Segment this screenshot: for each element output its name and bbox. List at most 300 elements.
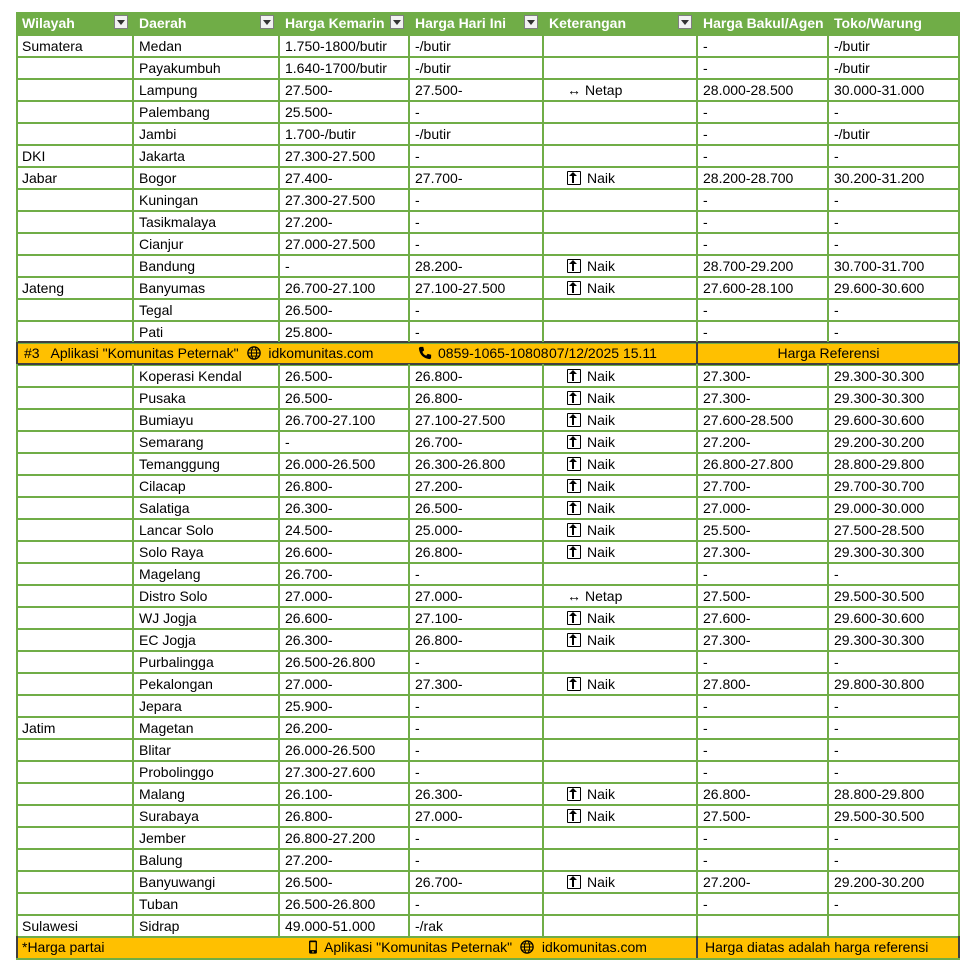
cell-daerah[interactable] [133,387,279,409]
cell-daerah[interactable] [133,365,279,387]
cell-bakul[interactable] [697,893,828,915]
cell-kemarin[interactable] [279,101,409,123]
cell-hari[interactable] [409,695,543,717]
cell-ket[interactable] [543,607,697,629]
header-harga-kemarin[interactable]: Harga Kemarin [285,15,385,31]
cell-wilayah[interactable] [16,453,133,475]
cell-wilayah[interactable] [16,585,133,607]
cell-ket[interactable] [543,101,697,123]
cell-wilayah[interactable] [16,409,133,431]
cell-daerah[interactable] [133,101,279,123]
cell-bakul[interactable] [697,35,828,57]
cell-bakul[interactable] [697,673,828,695]
cell-ket[interactable] [543,651,697,673]
cell-wilayah[interactable] [16,255,133,277]
cell-kemarin[interactable] [279,211,409,233]
cell-kemarin[interactable] [279,145,409,167]
cell-bakul[interactable] [697,651,828,673]
cell-kemarin[interactable] [279,57,409,79]
cell-kemarin[interactable] [279,651,409,673]
cell-toko[interactable] [828,211,960,233]
cell-wilayah[interactable] [16,321,133,343]
cell-bakul[interactable] [697,101,828,123]
cell-wilayah[interactable] [16,365,133,387]
cell-toko[interactable] [828,35,960,57]
cell-daerah[interactable] [133,761,279,783]
cell-bakul[interactable] [697,849,828,871]
cell-toko[interactable] [828,409,960,431]
cell-bakul[interactable] [697,607,828,629]
cell-wilayah[interactable] [16,431,133,453]
cell-hari[interactable] [409,167,543,189]
cell-toko[interactable] [828,79,960,101]
cell-ket[interactable] [543,35,697,57]
cell-kemarin[interactable] [279,79,409,101]
cell-toko[interactable] [828,871,960,893]
cell-wilayah[interactable] [16,563,133,585]
cell-kemarin[interactable] [279,167,409,189]
cell-kemarin[interactable] [279,805,409,827]
cell-daerah[interactable] [133,497,279,519]
cell-daerah[interactable] [133,871,279,893]
cell-hari[interactable] [409,387,543,409]
cell-ket[interactable] [543,893,697,915]
cell-hari[interactable] [409,761,543,783]
cell-wilayah[interactable] [16,79,133,101]
cell-wilayah[interactable] [16,519,133,541]
cell-daerah[interactable] [133,277,279,299]
banner-website[interactable]: idkomunitas.com [268,345,374,361]
cell-wilayah[interactable] [16,893,133,915]
cell-kemarin[interactable] [279,189,409,211]
cell-ket[interactable] [543,123,697,145]
cell-wilayah[interactable] [16,101,133,123]
cell-kemarin[interactable] [279,893,409,915]
cell-hari[interactable] [409,475,543,497]
cell-kemarin[interactable] [279,453,409,475]
cell-toko[interactable] [828,233,960,255]
cell-kemarin[interactable] [279,761,409,783]
cell-toko[interactable] [828,167,960,189]
cell-kemarin[interactable] [279,387,409,409]
cell-wilayah[interactable] [16,541,133,563]
cell-hari[interactable] [409,585,543,607]
cell-toko[interactable] [828,827,960,849]
cell-bakul[interactable] [697,585,828,607]
cell-bakul[interactable] [697,519,828,541]
cell-kemarin[interactable] [279,717,409,739]
cell-hari[interactable] [409,783,543,805]
cell-bakul[interactable] [697,717,828,739]
cell-toko[interactable] [828,255,960,277]
cell-hari[interactable] [409,519,543,541]
banner-phone[interactable]: 0859-1065-10808 [438,345,549,361]
cell-ket[interactable] [543,497,697,519]
cell-hari[interactable] [409,893,543,915]
horizontal-gridline [16,848,960,850]
cell-daerah[interactable] [133,629,279,651]
cell-daerah[interactable] [133,915,279,937]
cell-hari[interactable] [409,409,543,431]
cell-toko[interactable] [828,805,960,827]
cell-toko[interactable] [828,321,960,343]
cell-ket[interactable] [543,871,697,893]
cell-ket[interactable] [543,167,697,189]
cell-daerah[interactable] [133,189,279,211]
cell-hari[interactable] [409,431,543,453]
cell-hari[interactable] [409,277,543,299]
cell-hari[interactable] [409,739,543,761]
cell-daerah[interactable] [133,233,279,255]
cell-daerah[interactable] [133,453,279,475]
cell-hari[interactable] [409,101,543,123]
cell-ket[interactable] [543,739,697,761]
cell-wilayah[interactable] [16,475,133,497]
cell-bakul[interactable] [697,277,828,299]
filter-dropdown-wilayah-icon[interactable] [114,15,128,29]
cell-toko[interactable] [828,607,960,629]
cell-hari[interactable] [409,123,543,145]
cell-daerah[interactable] [133,893,279,915]
cell-wilayah[interactable] [16,123,133,145]
cell-wilayah[interactable] [16,761,133,783]
cell-kemarin[interactable] [279,849,409,871]
cell-kemarin[interactable] [279,409,409,431]
header-harga-hari-ini[interactable]: Harga Hari Ini [415,15,507,31]
cell-ket[interactable] [543,255,697,277]
cell-ket[interactable] [543,695,697,717]
cell-hari[interactable] [409,145,543,167]
cell-wilayah[interactable] [16,673,133,695]
cell-wilayah[interactable] [16,387,133,409]
cell-hari[interactable] [409,651,543,673]
cell-bakul[interactable] [697,761,828,783]
cell-bakul[interactable] [697,189,828,211]
cell-daerah[interactable] [133,563,279,585]
cell-kemarin[interactable] [279,695,409,717]
cell-daerah[interactable] [133,167,279,189]
cell-daerah[interactable] [133,585,279,607]
filter-dropdown-keterangan-icon[interactable] [678,15,692,29]
cell-toko[interactable] [828,915,960,937]
cell-ket[interactable] [543,431,697,453]
cell-toko[interactable] [828,783,960,805]
filter-dropdown-kemarin-icon[interactable] [390,15,404,29]
cell-hari[interactable] [409,57,543,79]
cell-ket[interactable] [543,233,697,255]
cell-daerah[interactable] [133,739,279,761]
cell-wilayah[interactable] [16,211,133,233]
cell-ket[interactable] [543,321,697,343]
cell-toko[interactable] [828,497,960,519]
cell-ket[interactable] [543,365,697,387]
cell-bakul[interactable] [697,57,828,79]
cell-bakul[interactable] [697,695,828,717]
cell-toko[interactable] [828,849,960,871]
cell-ket[interactable] [543,453,697,475]
cell-bakul[interactable] [697,563,828,585]
cell-text: 26.300- [285,632,333,648]
cell-hari[interactable] [409,35,543,57]
cell-bakul[interactable] [697,233,828,255]
cell-toko[interactable] [828,629,960,651]
cell-bakul[interactable] [697,145,828,167]
cell-toko[interactable] [828,673,960,695]
cell-ket[interactable] [543,849,697,871]
cell-wilayah[interactable] [16,695,133,717]
cell-bakul[interactable] [697,409,828,431]
cell-daerah[interactable] [133,783,279,805]
cell-toko[interactable] [828,585,960,607]
cell-toko[interactable] [828,893,960,915]
cell-ket[interactable] [543,79,697,101]
cell-text: 27.500- [703,808,751,824]
cell-daerah[interactable] [133,519,279,541]
cell-wilayah[interactable] [16,739,133,761]
cell-wilayah[interactable] [16,805,133,827]
cell-hari[interactable] [409,211,543,233]
cell-kemarin[interactable] [279,35,409,57]
cell-kemarin[interactable] [279,541,409,563]
cell-kemarin[interactable] [279,475,409,497]
cell-bakul[interactable] [697,453,828,475]
cell-kemarin[interactable] [279,585,409,607]
cell-kemarin[interactable] [279,783,409,805]
cell-ket[interactable] [543,717,697,739]
cell-bakul[interactable] [697,321,828,343]
cell-hari[interactable] [409,365,543,387]
cell-wilayah[interactable] [16,189,133,211]
cell-hari[interactable] [409,563,543,585]
cell-hari[interactable] [409,233,543,255]
cell-kemarin[interactable] [279,123,409,145]
cell-wilayah[interactable] [16,651,133,673]
cell-ket[interactable] [543,673,697,695]
cell-daerah[interactable] [133,299,279,321]
cell-bakul[interactable] [697,123,828,145]
cell-kemarin[interactable] [279,497,409,519]
cell-bakul[interactable] [697,805,828,827]
cell-daerah[interactable] [133,607,279,629]
cell-wilayah[interactable] [16,145,133,167]
cell-hari[interactable] [409,629,543,651]
cell-ket[interactable] [543,387,697,409]
cell-ket[interactable] [543,629,697,651]
cell-daerah[interactable] [133,849,279,871]
cell-wilayah[interactable] [16,827,133,849]
cell-text: Distro Solo [139,588,208,604]
cell-hari[interactable] [409,607,543,629]
cell-toko[interactable] [828,387,960,409]
cell-daerah[interactable] [133,145,279,167]
cell-hari[interactable] [409,673,543,695]
cell-hari[interactable] [409,189,543,211]
cell-toko[interactable] [828,123,960,145]
cell-kemarin[interactable] [279,519,409,541]
cell-kemarin[interactable] [279,321,409,343]
cell-bakul[interactable] [697,739,828,761]
cell-kemarin[interactable] [279,233,409,255]
cell-hari[interactable] [409,827,543,849]
cell-bakul[interactable] [697,497,828,519]
cell-bakul[interactable] [697,387,828,409]
cell-toko[interactable] [828,101,960,123]
cell-ket[interactable] [543,299,697,321]
cell-wilayah[interactable] [16,233,133,255]
cell-kemarin[interactable] [279,827,409,849]
cell-bakul[interactable] [697,431,828,453]
cell-kemarin[interactable] [279,607,409,629]
cell-hari[interactable] [409,717,543,739]
cell-wilayah[interactable] [16,35,133,57]
cell-toko[interactable] [828,277,960,299]
cell-kemarin[interactable] [279,299,409,321]
cell-daerah[interactable] [133,651,279,673]
cell-toko[interactable] [828,519,960,541]
cell-daerah[interactable] [133,805,279,827]
cell-toko[interactable] [828,717,960,739]
cell-toko[interactable] [828,651,960,673]
cell-ket[interactable] [543,585,697,607]
cell-bakul[interactable] [697,365,828,387]
cell-toko[interactable] [828,189,960,211]
cell-bakul[interactable] [697,255,828,277]
cell-bakul[interactable] [697,871,828,893]
cell-wilayah[interactable] [16,849,133,871]
cell-wilayah[interactable] [16,717,133,739]
cell-toko[interactable] [828,57,960,79]
cell-hari[interactable] [409,79,543,101]
cell-hari[interactable] [409,541,543,563]
cell-daerah[interactable] [133,475,279,497]
cell-toko[interactable] [828,453,960,475]
cell-daerah[interactable] [133,79,279,101]
cell-ket[interactable] [543,475,697,497]
cell-toko[interactable] [828,431,960,453]
cell-ket[interactable] [543,563,697,585]
header-daerah[interactable]: Daerah [139,15,187,31]
cell-daerah[interactable] [133,211,279,233]
cell-toko[interactable] [828,739,960,761]
cell-toko[interactable] [828,761,960,783]
cell-toko[interactable] [828,365,960,387]
cell-hari[interactable] [409,255,543,277]
cell-bakul[interactable] [697,827,828,849]
cell-hari[interactable] [409,805,543,827]
cell-kemarin[interactable] [279,563,409,585]
cell-daerah[interactable] [133,541,279,563]
cell-daerah[interactable] [133,123,279,145]
cell-ket[interactable] [543,409,697,431]
cell-wilayah[interactable] [16,167,133,189]
cell-hari[interactable] [409,497,543,519]
cell-hari[interactable] [409,915,543,937]
cell-daerah[interactable] [133,35,279,57]
cell-hari[interactable] [409,321,543,343]
cell-bakul[interactable] [697,167,828,189]
cell-toko[interactable] [828,145,960,167]
cell-wilayah[interactable] [16,277,133,299]
cell-ket[interactable] [543,761,697,783]
cell-wilayah[interactable] [16,629,133,651]
cell-kemarin[interactable] [279,629,409,651]
cell-hari[interactable] [409,871,543,893]
cell-toko[interactable] [828,475,960,497]
header-toko-warung: Toko/Warung [834,15,922,31]
cell-kemarin[interactable] [279,431,409,453]
cell-ket[interactable] [543,783,697,805]
cell-toko[interactable] [828,541,960,563]
cell-kemarin[interactable] [279,365,409,387]
cell-kemarin[interactable] [279,277,409,299]
cell-ket[interactable] [543,211,697,233]
cell-daerah[interactable] [133,717,279,739]
cell-bakul[interactable] [697,79,828,101]
cell-hari[interactable] [409,299,543,321]
cell-daerah[interactable] [133,321,279,343]
cell-daerah[interactable] [133,255,279,277]
cell-ket[interactable] [543,827,697,849]
cell-wilayah[interactable] [16,497,133,519]
cell-hari[interactable] [409,453,543,475]
cell-ket[interactable] [543,189,697,211]
cell-ket[interactable] [543,805,697,827]
cell-bakul[interactable] [697,299,828,321]
cell-wilayah[interactable] [16,299,133,321]
cell-daerah[interactable] [133,409,279,431]
cell-kemarin[interactable] [279,673,409,695]
filter-dropdown-hari-ini-icon[interactable] [524,15,538,29]
cell-kemarin[interactable] [279,915,409,937]
cell-bakul[interactable] [697,475,828,497]
cell-bakul[interactable] [697,915,828,937]
cell-daerah[interactable] [133,57,279,79]
cell-wilayah[interactable] [16,57,133,79]
cell-daerah[interactable] [133,673,279,695]
cell-toko[interactable] [828,563,960,585]
cell-bakul[interactable] [697,629,828,651]
cell-ket[interactable] [543,541,697,563]
cell-wilayah[interactable] [16,915,133,937]
footer-website[interactable]: idkomunitas.com [541,939,647,955]
cell-text: Netap [585,82,623,98]
cell-daerah[interactable] [133,695,279,717]
header-wilayah[interactable]: Wilayah [22,15,75,31]
cell-toko[interactable] [828,695,960,717]
cell-kemarin[interactable] [279,871,409,893]
cell-ket[interactable] [543,277,697,299]
cell-bakul[interactable] [697,211,828,233]
cell-hari[interactable] [409,849,543,871]
cell-wilayah[interactable] [16,871,133,893]
cell-wilayah[interactable] [16,783,133,805]
cell-toko[interactable] [828,299,960,321]
cell-bakul[interactable] [697,783,828,805]
cell-ket[interactable] [543,519,697,541]
cell-ket[interactable] [543,57,697,79]
cell-ket[interactable] [543,915,697,937]
cell-daerah[interactable] [133,431,279,453]
cell-kemarin[interactable] [279,739,409,761]
cell-bakul[interactable] [697,541,828,563]
cell-kemarin[interactable] [279,255,409,277]
cell-ket[interactable] [543,145,697,167]
filter-dropdown-daerah-icon[interactable] [260,15,274,29]
horizontal-gridline [16,474,960,476]
cell-daerah[interactable] [133,827,279,849]
cell-wilayah[interactable] [16,607,133,629]
header-keterangan[interactable]: Keterangan [549,15,627,31]
